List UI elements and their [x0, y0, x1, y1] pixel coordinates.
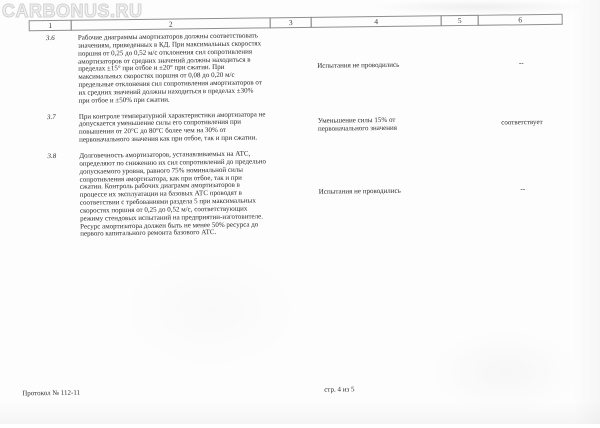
table-body: [29, 25, 566, 247]
column-number: 3: [270, 17, 312, 29]
table-row: [30, 106, 564, 152]
column-number: 6: [478, 14, 563, 26]
page-number: стр. 4 из 5: [324, 385, 355, 394]
conformity-value: --: [518, 59, 524, 68]
empty-cell: [271, 31, 313, 110]
empty-cell: [442, 29, 480, 108]
empty-cell: [443, 147, 481, 242]
column-number: 1: [29, 20, 72, 32]
test-result-text: Испытания не проводились: [318, 186, 401, 196]
table-row: [29, 28, 564, 113]
test-result-text: Испытания не проводились: [317, 60, 400, 70]
test-results-table: [29, 14, 566, 247]
clause-number: 3.7: [46, 112, 56, 121]
watermark: CARBONUS.RU: [2, 1, 143, 21]
empty-cell: [272, 149, 314, 244]
column-number: 2: [71, 17, 271, 30]
requirement-text: При контроле температурной характеристики амортизатора не допускается уменьшение силы его сопротивления при повышении от 20°С до 80°С более чем на 30% от первоначального значения как при отбое, так и при сжатии.: [78, 110, 266, 144]
clause-number: 3.6: [45, 33, 55, 43]
requirement-text: Рабочие диаграммы амортизаторов должны соответствовать значениям, приведенных в КД. При максимальных скоростях поршня от 0,25 до 0,52 м/с отклонения сил сопротивления амортизаторов от средних значений должны находиться в пределах ±15° при отбое и ±20° при сжатии. При максимальных скоростях поршня от 0,08 до 0,20 м/с предельные отклонения сил сопротивления амортизаторов от их средних значений должны находиться в пределах ±30% при отбое и ±50% при сжатии.: [77, 31, 262, 105]
conformity-value: соответствует: [501, 117, 543, 127]
test-result-text: Уменьшение силы 15% от первоначального значения: [317, 115, 397, 133]
empty-cell: [443, 107, 480, 147]
clause-number: 3.8: [47, 151, 57, 161]
empty-cell: [272, 109, 313, 149]
conformity-value: --: [520, 184, 526, 193]
page-footer: [2, 382, 600, 398]
requirement-text: Долговечность амортизаторов, устанавливаемых на АТС, определяют по снижению их сил сопротивлений до предельно допускаемого уровня, равного 75% номинальной силы сопротивления амортизатора, как при отбое, так и при сжатии. Контроль рабочих диаграмм амортизаторов в процессе их эксплуатации на базовых АТС проводят в соответствии с требованиями раздела 5 при максимальных скоростях поршня от 0,25 до 0,52 м/с, соответствующих режиму стендовых испытаний на предприятии-изготовителе. Ресурс амортизатора должен быть не менее 50% ресурса до первого капитального ремонта базового АТС.: [79, 149, 267, 239]
table-row: [30, 146, 565, 247]
protocol-number: Протокол № 112-11: [22, 388, 81, 398]
column-number: 5: [441, 15, 479, 26]
column-number: 4: [311, 15, 442, 28]
